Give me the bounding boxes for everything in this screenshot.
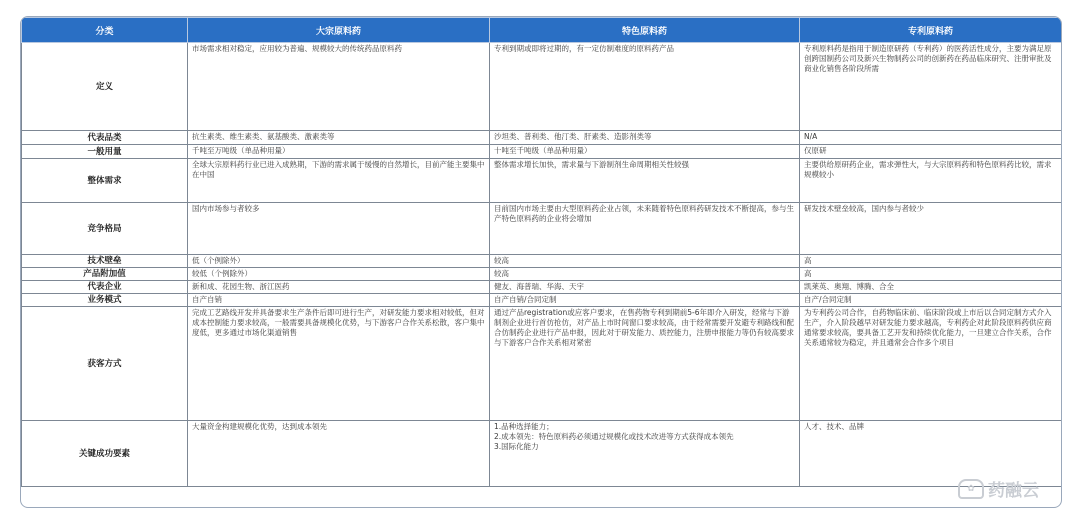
cell-specialty: 自产自销/合同定制 (490, 294, 800, 307)
cell-bulk: 大量资金构建规模化优势，达到成本领先 (188, 421, 490, 487)
row-label: 技术壁垒 (22, 255, 188, 268)
cell-patent: 专利原料药是指用于制造原研药（专利药）的医药活性成分，主要为满足原创跨国制药公司及新兴生物制药公司的创新药在药品临床研究、注册审批及商业化销售各阶段所需 (800, 43, 1062, 131)
row-label: 整体需求 (22, 159, 188, 203)
cell-bulk: 国内市场参与者较多 (188, 203, 490, 255)
table-row (22, 307, 1062, 421)
cell-patent: 高 (800, 255, 1062, 268)
header-category: 分类 (22, 18, 188, 43)
cell-patent: 自产/合同定制 (800, 294, 1062, 307)
cell-bulk: 自产自销 (188, 294, 490, 307)
cell-patent: 为专利药公司合作，自药物临床前、临床阶段或上市后以合同定制方式介入生产，介入阶段越早对研发能力要求越高，专利药企对此阶段原料药供应商通常要求较高，要具备工艺开发和持续优化能力，一旦建立合作关系，合作关系通常较为稳定，并且通常会合作多个项目 (800, 307, 1062, 421)
cell-specialty: 1.品种选择能力； 2.成本领先：特色原料药必须通过规模化或技术改进等方式获得成本领先 3.国际化能力 (490, 421, 800, 487)
cell-bulk: 市场需求相对稳定，应用较为普遍、规模较大的传统药品原料药 (188, 43, 490, 131)
row-label: 一般用量 (22, 145, 188, 159)
row-label: 关键成功要素 (22, 421, 188, 487)
cell-specialty: 专利到期或即将过期的，有一定仿制难度的原料药产品 (490, 43, 800, 131)
cell-specialty: 健友、海普瑞、华海、天宇 (490, 281, 800, 294)
row-label: 竞争格局 (22, 203, 188, 255)
cell-specialty: 沙坦类、普利类、他汀类、肝素类、造影剂类等 (490, 131, 800, 145)
row-label: 定义 (22, 43, 188, 131)
watermark-text: 药融云 (988, 481, 1039, 501)
cell-bulk: 完成工艺路线开发并具备要求生产条件后即可进行生产，对研发能力要求相对较低，但对成本控制能力要求较高，一般需要具备规模化优势，与下游客户合作关系松散，客户集中度低，更多通过市场化渠道销售 (188, 307, 490, 421)
cell-bulk: 千吨至万吨级（单品种用量） (188, 145, 490, 159)
table-row (22, 281, 1062, 294)
cell-patent: N/A (800, 131, 1062, 145)
table-row (22, 131, 1062, 145)
table-row (22, 203, 1062, 255)
header-specialty-api: 特色原料药 (490, 18, 800, 43)
cell-bulk: 低（个例除外） (188, 255, 490, 268)
table-header-row (22, 18, 1062, 43)
cell-specialty: 通过产品registration或应客户要求，在售药物专利到期前5-6年即介入研发，经常与下游制剂企业进行首仿抢仿，对产品上市时间窗口要求较高，由于经常需要开发避专利路线和配合仿制药企业进行产品申报，因此对于研发能力、质控能力，注册申报能力等仍有较高要求与下游客户合作关系相对紧密 (490, 307, 800, 421)
cell-bulk: 抗生素类、维生素类、氨基酸类、激素类等 (188, 131, 490, 145)
table-row (22, 421, 1062, 487)
row-label: 业务模式 (22, 294, 188, 307)
table-row (22, 145, 1062, 159)
cell-specialty: 目前国内市场主要由大型原料药企业占领，未来随着特色原料药研发技术不断提高，参与生产特色原料药的企业将会增加 (490, 203, 800, 255)
watermark (958, 476, 1039, 501)
cell-patent: 人才、技术、品牌 (800, 421, 1062, 487)
header-bulk-api: 大宗原料药 (188, 18, 490, 43)
row-label: 获客方式 (22, 307, 188, 421)
table-row (22, 294, 1062, 307)
comparison-table (21, 17, 1062, 487)
cell-bulk: 较低（个例除外） (188, 268, 490, 281)
cell-patent: 高 (800, 268, 1062, 281)
row-label: 代表企业 (22, 281, 188, 294)
cell-specialty: 十吨至千吨级（单品种用量） (490, 145, 800, 159)
row-label: 代表品类 (22, 131, 188, 145)
row-label: 产品附加值 (22, 268, 188, 281)
table-row (22, 255, 1062, 268)
cell-patent: 研发技术壁垒较高，国内参与者较少 (800, 203, 1062, 255)
cell-bulk: 新和成、花园生物、浙江医药 (188, 281, 490, 294)
table-row (22, 268, 1062, 281)
table-row (22, 159, 1062, 203)
cell-patent: 凯莱英、奥翔、博腾、合全 (800, 281, 1062, 294)
cell-specialty: 较高 (490, 268, 800, 281)
cell-bulk: 全球大宗原料药行业已进入成熟期，下游的需求属于缓慢的自然增长，目前产能主要集中在中国 (188, 159, 490, 203)
cell-patent: 主要供给原研药企业，需求弹性大，与大宗原料药和特色原料药比较，需求规模较小 (800, 159, 1062, 203)
cell-specialty: 整体需求增长加快，需求量与下游制剂生命周期相关性较强 (490, 159, 800, 203)
cell-specialty: 较高 (490, 255, 800, 268)
header-patent-api: 专利原料药 (800, 18, 1062, 43)
paw-icon: ✿ (958, 479, 984, 499)
table-row (22, 43, 1062, 131)
comparison-table-frame (20, 16, 1062, 508)
cell-patent: 仅原研 (800, 145, 1062, 159)
